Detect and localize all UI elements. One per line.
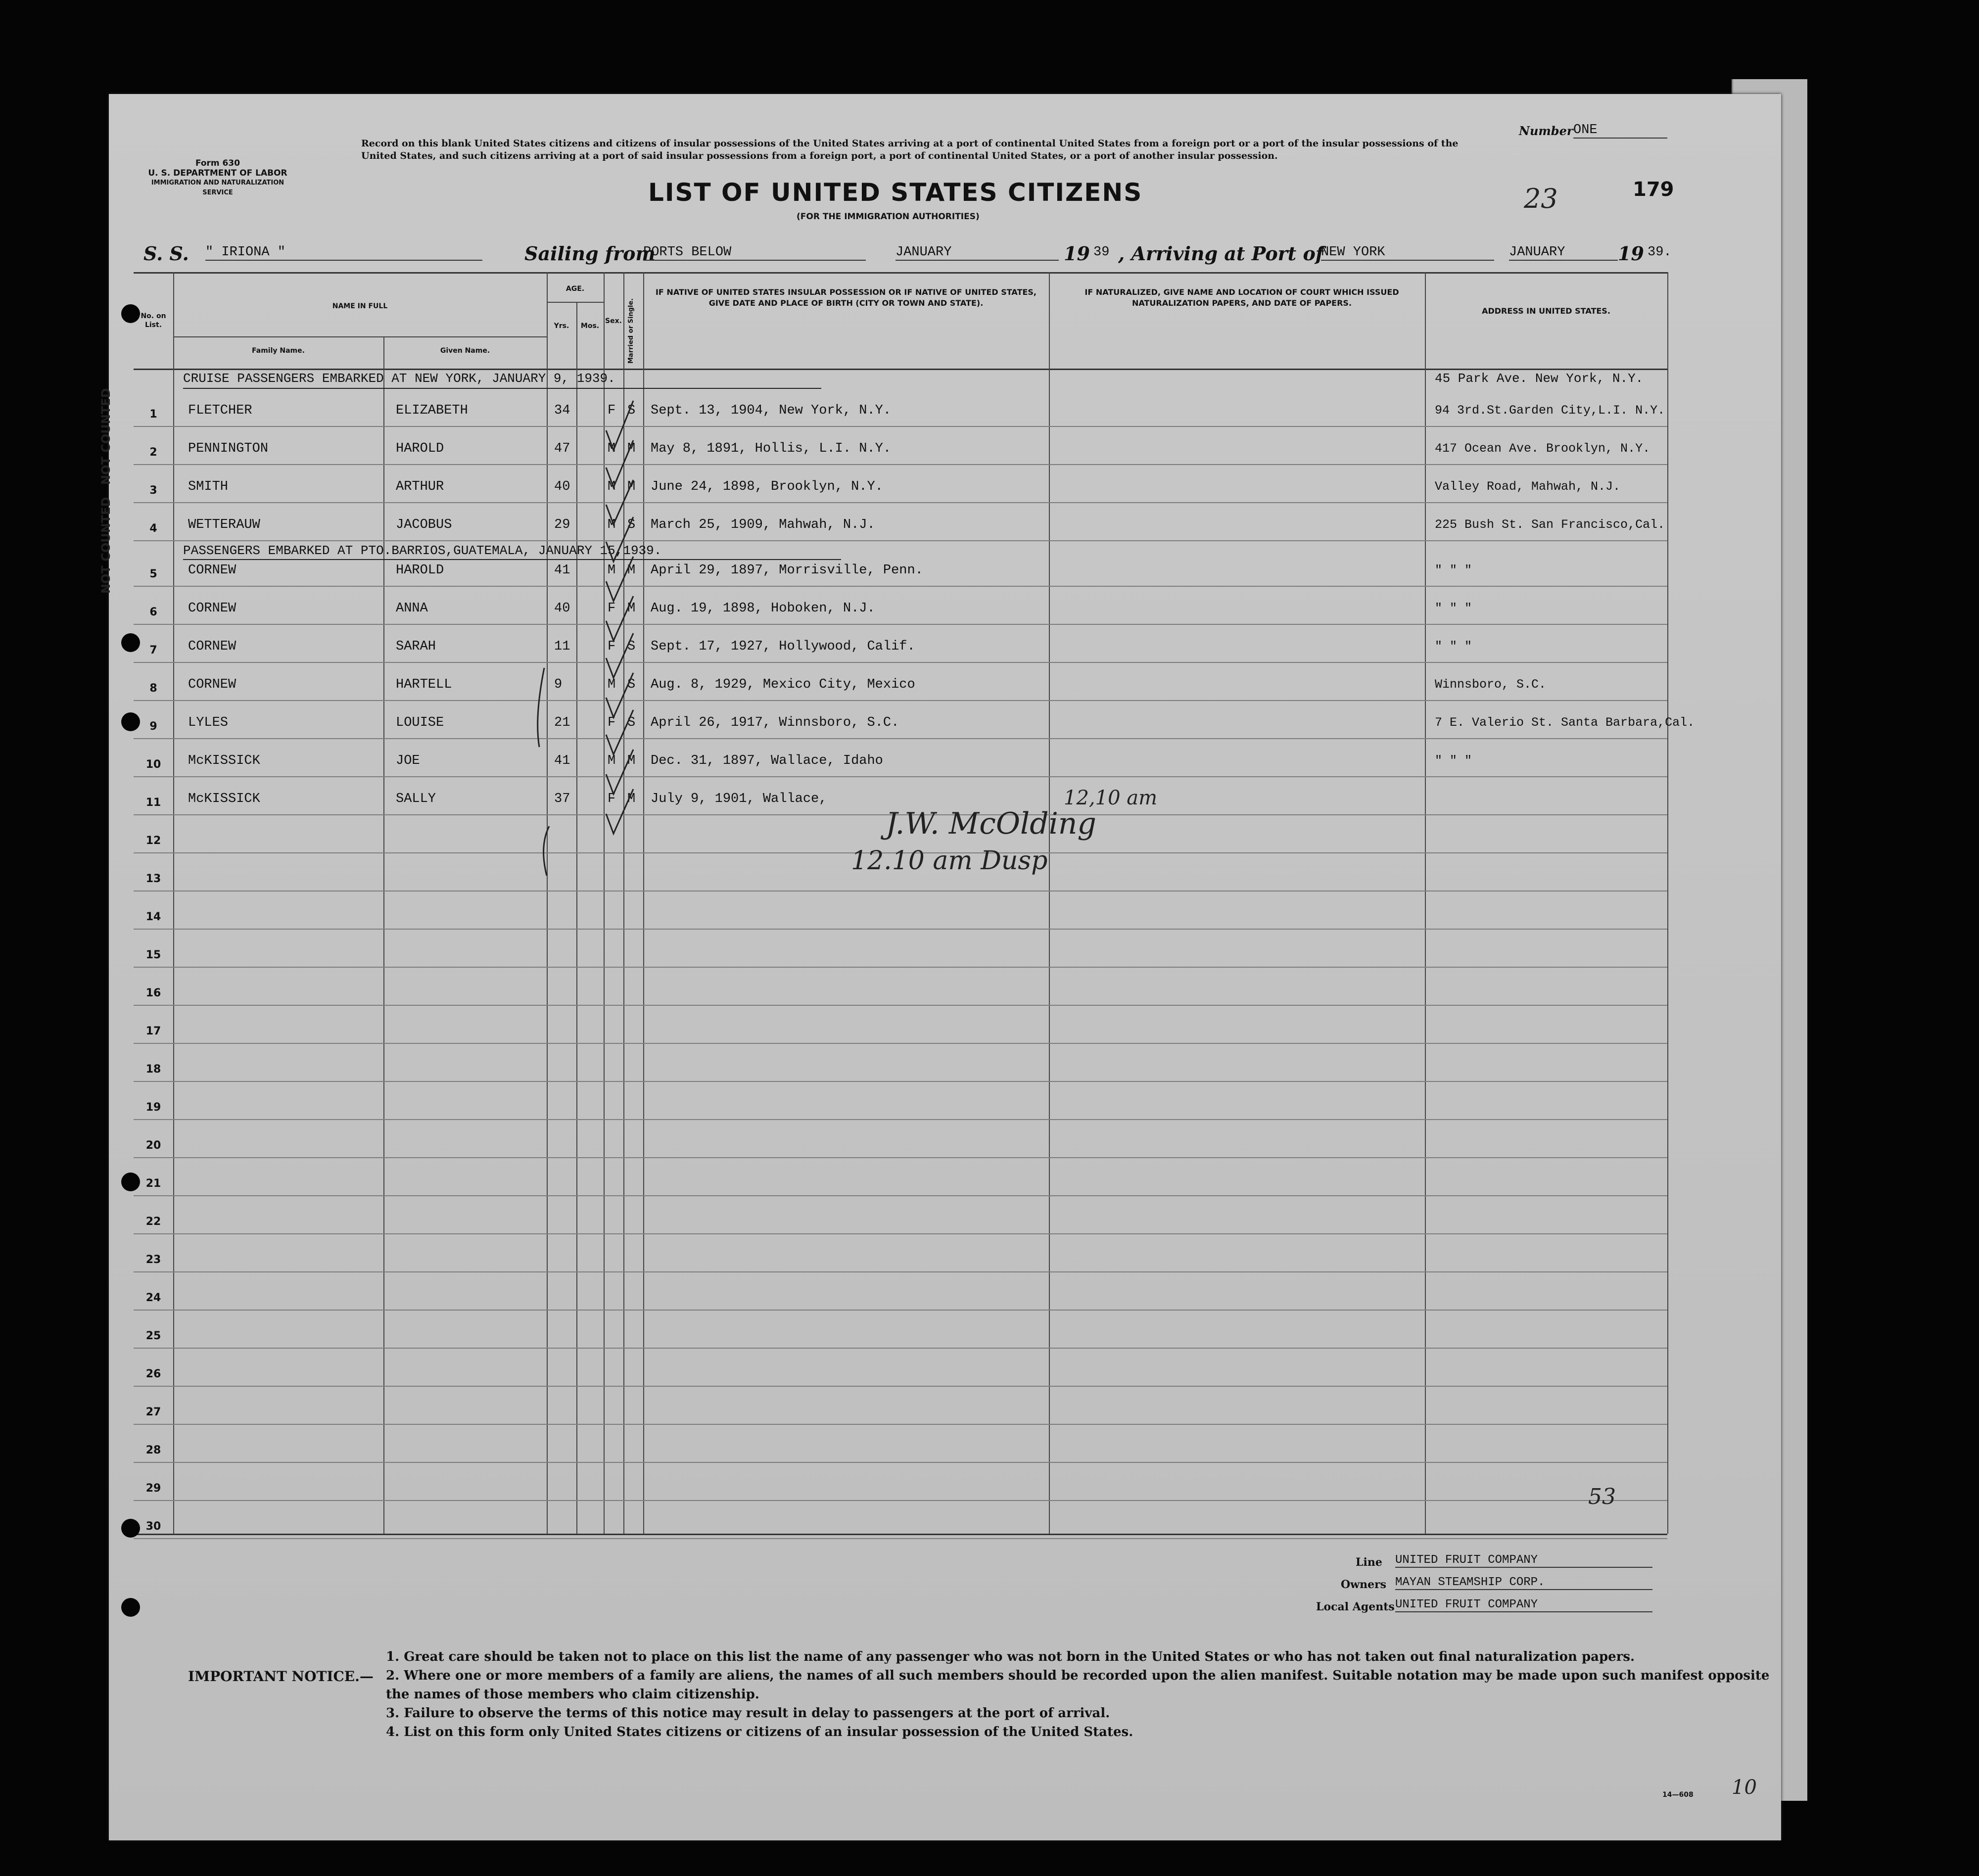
form-subtitle: (FOR THE IMMIGRATION AUTHORITIES) [797,212,980,222]
binder-hole [121,1519,140,1538]
officer-signature: J.W. McOlding [886,806,1096,841]
section-barrios-passengers: PASSENGERS EMBARKED AT PTO.BARRIOS,GUATEMALA, JANUARY 15,1939. [183,543,662,558]
section-cruise-address: 45 Park Ave. New York, N.Y. [1435,371,1644,386]
birth-date-place: Dec. 31, 1897, Wallace, Idaho [651,753,883,768]
row-number: 18 [145,1063,161,1076]
row-number: 9 [149,720,157,733]
check-mark-icon [606,750,636,794]
us-address: Winnsboro, S.C. [1435,677,1547,692]
given-name: HAROLD [396,563,444,578]
not-counted-stamp-1: NOT COUNTED [99,388,113,485]
us-address: 94 3rd.St.Garden City,L.I. N.Y. [1435,403,1665,418]
marital-status: S [627,639,636,654]
row-number: 20 [145,1139,161,1152]
check-mark-icon [606,789,636,834]
number-label: Number [1519,124,1573,138]
birth-date-place: April 26, 1917, Winnsboro, S.C. [651,715,899,730]
sex: F [608,639,616,654]
row-number: 6 [149,606,157,618]
arrival-day-handwritten: 23 [1524,183,1558,214]
header-years: Yrs. [554,322,569,330]
marital-status: M [627,601,636,616]
family-name: McKISSICK [188,753,260,768]
arrival-port: NEW YORK [1321,245,1494,261]
bracket-mark-icon [544,826,549,876]
age-years: 47 [554,441,570,456]
given-name: LOUISE [396,715,444,730]
us-address: " " " [1435,601,1472,615]
check-mark-icon [606,633,636,678]
sailing-month: JANUARY [895,245,1059,261]
sailing-year-prefix: 19 [1064,242,1090,265]
not-counted-stamp-2: NOT COUNTED [99,497,113,594]
handwritten-page-count: 53 [1588,1484,1616,1509]
manifest-sheet [99,94,1781,1840]
check-mark-icon [606,596,636,641]
check-mark-icon [606,557,636,601]
section-cruise-passengers: CRUISE PASSENGERS EMBARKED AT NEW YORK, JANUARY 9, 1939. [183,371,615,386]
sex: F [608,715,616,730]
arriving-label: , Arriving at Port of [1118,242,1324,265]
row-number: 19 [145,1101,161,1114]
marital-status: S [627,677,636,692]
family-name: SMITH [188,479,229,494]
row-number: 25 [145,1330,161,1342]
given-name: JACOBUS [396,517,452,532]
birth-date-place: Sept. 17, 1927, Hollywood, Calif. [651,639,915,654]
age-years: 40 [554,601,570,616]
form-number: Form 630 [195,158,240,168]
row-number: 11 [145,797,161,809]
row-number: 23 [145,1254,161,1266]
given-name: JOE [396,753,420,768]
handwritten-corner-number: 10 [1732,1776,1757,1799]
us-address: " " " [1435,753,1472,768]
sex: F [608,403,616,418]
family-name: CORNEW [188,677,236,692]
row-number: 8 [149,682,157,695]
sex: M [608,563,616,578]
sex: M [608,677,616,692]
check-mark-icon [606,517,636,562]
sex: M [608,479,616,494]
marital-status: S [627,715,636,730]
owners-label: Owners [1341,1578,1387,1591]
family-name: FLETCHER [188,403,252,418]
row-number: 22 [145,1216,161,1228]
birth-date-place: Sept. 13, 1904, New York, N.Y. [651,403,892,418]
us-address: 7 E. Valerio St. Santa Barbara,Cal. [1435,715,1695,730]
us-address: " " " [1435,639,1472,654]
header-naturalized: IF NATURALIZED, GIVE NAME AND LOCATION OF COURT WHICH ISSUED NATURALIZATION PAPERS, AND DATE OF PAPERS. [1084,287,1399,308]
notice-item-1: 1. Great care should be taken not to place on this list the name of any passenger who was not born in the United States or who has not taken out final naturalization papers. [386,1649,1635,1664]
row-number: 5 [149,568,157,580]
given-name: ARTHUR [396,479,444,494]
agents-value: UNITED FRUIT COMPANY [1395,1598,1652,1612]
age-years: 40 [554,479,570,494]
marital-status: M [627,753,636,768]
us-address: Valley Road, Mahwah, N.J. [1435,479,1621,494]
row-number: 24 [145,1292,161,1304]
family-name: CORNEW [188,563,236,578]
form-instructions: Record on this blank United States citizens and citizens of insular possessions of the United States arriving at a port of continental United States from a foreign port or a port of the insular possessions of the United States, and such citizens arriving at a port of said insular possessions from a foreign port, a port of continental United States, or a port of another insular possession. [361,138,1459,161]
check-mark-icon [606,401,636,450]
number-value: ONE [1573,123,1667,139]
form-title: LIST OF UNITED STATES CITIZENS [648,178,1143,207]
birth-date-place: July 9, 1901, Wallace, [651,792,827,806]
notice-item-3: 3. Failure to observe the terms of this notice may result in delay to passengers at the port of arrival. [386,1706,1110,1721]
birth-date-place: March 25, 1909, Mahwah, N.J. [651,517,875,532]
row-number: 3 [149,484,157,497]
given-name: SARAH [396,639,436,654]
agents-label: Local Agents [1316,1600,1395,1613]
birth-date-place: June 24, 1898, Brooklyn, N.Y. [651,479,883,494]
row-number: 28 [145,1444,161,1456]
header-no-on-list: No. on List. [141,312,166,329]
given-name: ANNA [396,601,428,616]
given-name: ELIZABETH [396,403,468,418]
service-name: IMMIGRATION AND NATURALIZATION SERVICE [151,179,284,196]
notice-list [386,1647,1771,1741]
arrival-date: JANUARY [1509,245,1618,261]
binder-hole [121,633,140,652]
age-years: 34 [554,403,570,418]
header-birth: IF NATIVE OF UNITED STATES INSULAR POSSESSION OR IF NATIVE OF UNITED STATES, GIVE DATE AND PLACE OF BIRTH (CITY OR TOWN AND STATE). [655,287,1037,308]
header-age: AGE. [565,285,585,293]
sex: M [608,517,616,532]
marital-status: M [627,792,636,806]
arrival-year: 39. [1648,245,1672,260]
birth-date-place: May 8, 1891, Hollis, L.I. N.Y. [651,441,892,456]
header-given-name: Given Name. [440,347,490,355]
family-name: PENNINGTON [188,441,269,456]
marital-status: M [627,441,636,456]
page-stamp-number: 179 [1633,178,1674,201]
header-name-in-full: NAME IN FULL [332,302,388,310]
officer-signature-line2: 12.10 am Dusp [851,846,1048,876]
binder-hole [121,304,140,323]
family-name: CORNEW [188,639,236,654]
marital-status: S [627,517,636,532]
header-sex: Sex. [605,317,622,325]
check-mark-icon [606,479,636,524]
row-number: 17 [145,1025,161,1037]
row-number: 7 [149,644,157,657]
marital-status: S [627,403,636,418]
birth-date-place: Aug. 19, 1898, Hoboken, N.J. [651,601,875,616]
family-name: CORNEW [188,601,236,616]
binder-hole [121,1598,140,1617]
row-number: 2 [149,446,157,459]
sex: M [608,441,616,456]
age-years: 29 [554,517,570,532]
check-mark-icon [606,673,636,717]
birth-date-place: Aug. 8, 1929, Mexico City, Mexico [651,677,915,692]
age-years: 41 [554,563,570,578]
marital-status: M [627,479,636,494]
owners-value: MAYAN STEAMSHIP CORP. [1395,1576,1652,1590]
sailing-from-label: Sailing from [524,242,656,265]
bracket-mark-icon [538,668,544,747]
row-number: 27 [145,1406,161,1418]
family-name: WETTERAUW [188,517,260,532]
notice-item-4: 4. List on this form only United States citizens or citizens of an insular possession of the United States. [386,1725,1133,1739]
age-years: 37 [554,792,570,806]
row-number: 29 [145,1482,161,1495]
binder-hole [121,1172,140,1191]
ship-name: " IRIONA " [205,245,482,261]
us-address: 417 Ocean Ave. Brooklyn, N.Y. [1435,441,1650,456]
given-name: HARTELL [396,677,452,692]
ss-label: S. S. [143,242,189,265]
handwritten-time-note: 12,10 am [1064,787,1158,809]
header-months: Mos. [580,322,600,330]
check-mark-icon [606,710,636,754]
check-mark-icon [606,440,636,487]
age-years: 11 [554,639,570,654]
row-number: 13 [145,873,161,885]
us-address: 225 Bush St. San Francisco,Cal. [1435,517,1665,532]
row-number: 15 [145,949,161,961]
sailing-from-value: PORTS BELOW [643,245,866,261]
row-number: 14 [145,911,161,923]
age-years: 21 [554,715,570,730]
age-years: 9 [554,677,563,692]
row-number: 16 [145,987,161,999]
birth-date-place: April 29, 1897, Morrisville, Penn. [651,563,923,578]
line-value: UNITED FRUIT COMPANY [1395,1553,1652,1568]
sex: M [608,753,616,768]
family-name: LYLES [188,715,229,730]
form-code: 14—608 [1662,1791,1694,1799]
row-number: 26 [145,1368,161,1380]
binder-hole [121,712,140,731]
row-number: 4 [149,522,157,535]
row-number: 10 [145,758,161,771]
header-family-name: Family Name. [252,347,305,355]
header-address: ADDRESS IN UNITED STATES. [1482,306,1610,316]
row-number: 21 [145,1177,161,1190]
department-name: U. S. DEPARTMENT OF LABOR [148,168,287,178]
marital-status: M [627,563,636,578]
family-name: McKISSICK [188,792,260,806]
given-name: SALLY [396,792,436,806]
notice-heading: IMPORTANT NOTICE.— [188,1668,374,1685]
us-address: " " " [1435,563,1472,577]
line-label: Line [1356,1556,1382,1569]
notice-item-2: 2. Where one or more members of a family are aliens, the names of all such members should be recorded upon the alien manifest. Suitable notation may be made upon such manifest opposite the names of those members who claim citizenship. [386,1668,1770,1702]
sailing-year: 39 [1093,245,1110,260]
row-number: 12 [145,835,161,847]
sex: F [608,792,616,806]
sex: F [608,601,616,616]
arrival-year-prefix: 19 [1618,242,1644,265]
row-number: 1 [149,408,157,421]
age-years: 41 [554,753,570,768]
row-number: 30 [145,1520,161,1533]
given-name: HAROLD [396,441,444,456]
header-married-single: Married or Single. [627,298,635,364]
